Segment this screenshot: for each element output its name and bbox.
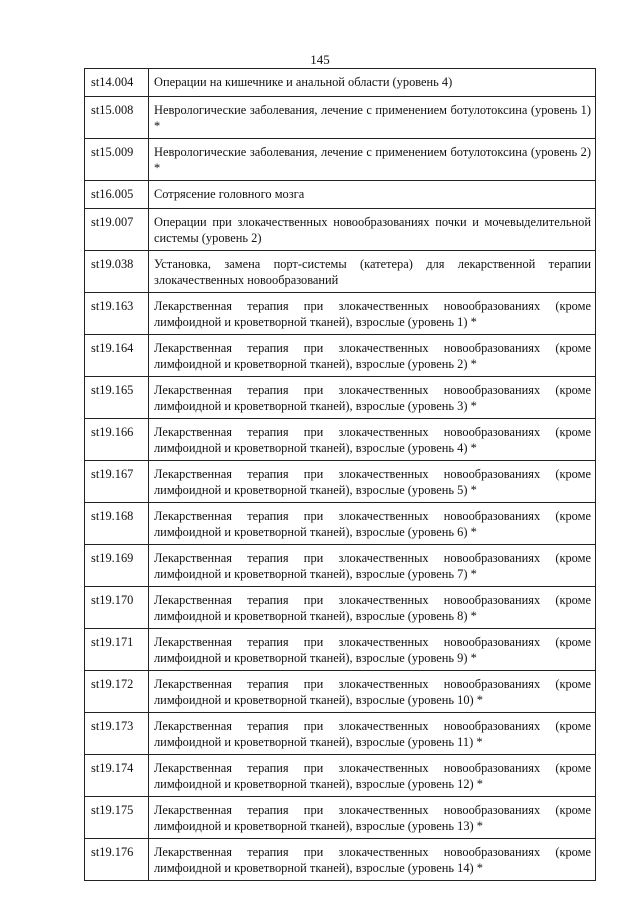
row-code: st19.172 <box>85 671 149 713</box>
table-row <box>85 503 596 545</box>
row-code: st14.004 <box>85 69 149 97</box>
codes-table-body <box>85 69 596 881</box>
row-code: st19.175 <box>85 797 149 839</box>
row-description: Операции на кишечнике и анальной области (уровень 4) <box>149 69 596 97</box>
table-row <box>85 797 596 839</box>
table-row <box>85 377 596 419</box>
table-row <box>85 335 596 377</box>
table-row <box>85 839 596 881</box>
row-code: st19.173 <box>85 713 149 755</box>
row-description: Неврологические заболевания, лечение с применением ботулотоксина (уровень 1) * <box>149 97 596 139</box>
table-row <box>85 251 596 293</box>
row-code: st15.008 <box>85 97 149 139</box>
table-row <box>85 755 596 797</box>
table-row <box>85 293 596 335</box>
row-description: Лекарственная терапия при злокачественных новообразованиях (кроме лимфоидной и кроветворной тканей), взрослые (уровень 9) * <box>149 629 596 671</box>
page-number: 145 <box>310 52 330 67</box>
row-description: Лекарственная терапия при злокачественных новообразованиях (кроме лимфоидной и кроветворной тканей), взрослые (уровень 12) * <box>149 755 596 797</box>
table-row <box>85 713 596 755</box>
row-code: st19.007 <box>85 209 149 251</box>
row-description: Установка, замена порт-системы (катетера) для лекарственной терапии злокачественных новообразований <box>149 251 596 293</box>
row-description: Лекарственная терапия при злокачественных новообразованиях (кроме лимфоидной и кроветворной тканей), взрослые (уровень 8) * <box>149 587 596 629</box>
row-code: st19.168 <box>85 503 149 545</box>
row-description: Лекарственная терапия при злокачественных новообразованиях (кроме лимфоидной и кроветворной тканей), взрослые (уровень 1) * <box>149 293 596 335</box>
row-description: Неврологические заболевания, лечение с применением ботулотоксина (уровень 2) * <box>149 139 596 181</box>
row-code: st19.169 <box>85 545 149 587</box>
row-description: Лекарственная терапия при злокачественных новообразованиях (кроме лимфоидной и кроветворной тканей), взрослые (уровень 10) * <box>149 671 596 713</box>
table-row <box>85 671 596 713</box>
table-row <box>85 587 596 629</box>
table-row <box>85 461 596 503</box>
row-description: Лекарственная терапия при злокачественных новообразованиях (кроме лимфоидной и кроветворной тканей), взрослые (уровень 2) * <box>149 335 596 377</box>
table-row <box>85 545 596 587</box>
table-row <box>85 97 596 139</box>
row-code: st19.171 <box>85 629 149 671</box>
row-code: st19.165 <box>85 377 149 419</box>
row-description: Лекарственная терапия при злокачественных новообразованиях (кроме лимфоидной и кроветворной тканей), взрослые (уровень 13) * <box>149 797 596 839</box>
row-code: st19.164 <box>85 335 149 377</box>
table-row <box>85 209 596 251</box>
row-code: st19.176 <box>85 839 149 881</box>
row-code: st19.038 <box>85 251 149 293</box>
row-description: Операции при злокачественных новообразованиях почки и мочевыделительной системы (уровень 2) <box>149 209 596 251</box>
row-code: st15.009 <box>85 139 149 181</box>
row-code: st19.170 <box>85 587 149 629</box>
row-description: Лекарственная терапия при злокачественных новообразованиях (кроме лимфоидной и кроветворной тканей), взрослые (уровень 6) * <box>149 503 596 545</box>
row-description: Сотрясение головного мозга <box>149 181 596 209</box>
row-description: Лекарственная терапия при злокачественных новообразованиях (кроме лимфоидной и кроветворной тканей), взрослые (уровень 3) * <box>149 377 596 419</box>
row-description: Лекарственная терапия при злокачественных новообразованиях (кроме лимфоидной и кроветворной тканей), взрослые (уровень 14) * <box>149 839 596 881</box>
row-code: st19.163 <box>85 293 149 335</box>
row-code: st19.167 <box>85 461 149 503</box>
table-row <box>85 69 596 97</box>
table-row <box>85 139 596 181</box>
row-description: Лекарственная терапия при злокачественных новообразованиях (кроме лимфоидной и кроветворной тканей), взрослые (уровень 5) * <box>149 461 596 503</box>
row-code: st19.174 <box>85 755 149 797</box>
table-row <box>85 629 596 671</box>
row-description: Лекарственная терапия при злокачественных новообразованиях (кроме лимфоидной и кроветворной тканей), взрослые (уровень 4) * <box>149 419 596 461</box>
row-code: st19.166 <box>85 419 149 461</box>
table-row <box>85 181 596 209</box>
row-description: Лекарственная терапия при злокачественных новообразованиях (кроме лимфоидной и кроветворной тканей), взрослые (уровень 7) * <box>149 545 596 587</box>
row-code: st16.005 <box>85 181 149 209</box>
codes-table <box>84 68 596 881</box>
table-row <box>85 419 596 461</box>
row-description: Лекарственная терапия при злокачественных новообразованиях (кроме лимфоидной и кроветворной тканей), взрослые (уровень 11) * <box>149 713 596 755</box>
